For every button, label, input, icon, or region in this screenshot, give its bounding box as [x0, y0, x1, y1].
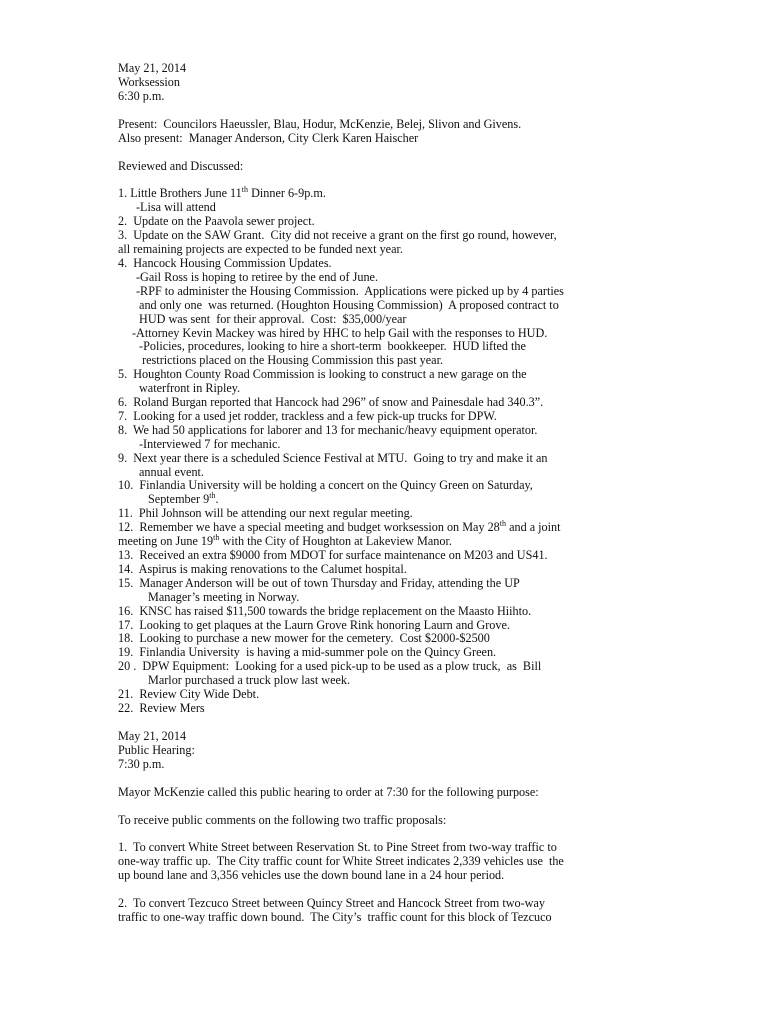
- list-item: 18. Looking to purchase a new mower for the cemetery. Cost $2000-$2500: [118, 631, 490, 646]
- list-item-continuation: waterfront in Ripley.: [139, 381, 241, 396]
- hearing-type: Public Hearing:: [118, 742, 195, 757]
- document-page: [118, 62, 678, 925]
- worksession-header: [118, 62, 678, 104]
- list-item-continuation: Marlor purchased a truck plow last week.: [148, 673, 351, 688]
- list-item-continuation: all remaining projects are expected to be funded next year.: [118, 242, 403, 257]
- traffic-proposal-1: [118, 841, 678, 883]
- paragraph-line: up bound lane and 3,356 vehicles use the down bound lane in a 24 hour period.: [118, 868, 505, 883]
- list-item: 16. KNSC has raised $11,500 towards the bridge replacement on the Maasto Hiihto.: [118, 603, 532, 618]
- meeting-time: 6:30 p.m.: [118, 88, 165, 103]
- list-item-continuation: restrictions placed on the Housing Commission this past year.: [136, 353, 444, 368]
- list-item-continuation: annual event.: [139, 464, 204, 479]
- discussion-list: [118, 187, 678, 715]
- public-hearing-header: [118, 730, 678, 772]
- paragraph-line: 1. To convert White Street between Reservation St. to Pine Street from two-way traffic to: [118, 840, 557, 855]
- paragraph-line: one-way traffic up. The City traffic count for White Street indicates 2,339 vehicles use the: [118, 854, 564, 869]
- list-item: 14. Aspirus is making renovations to the Calumet hospital.: [118, 561, 407, 576]
- hearing-date: May 21, 2014: [118, 728, 187, 743]
- list-item-continuation: Manager’s meeting in Norway.: [148, 589, 300, 604]
- also-present-line: Also present: Manager Anderson, City Clerk Karen Haischer: [118, 130, 419, 145]
- list-item: 13. Received an extra $9000 from MDOT for surface maintenance on M203 and US41.: [118, 548, 548, 562]
- attendance-block: [118, 118, 678, 146]
- list-item-continuation: meeting on June 19th with the City of Houghton at Lakeview Manor.: [118, 533, 452, 549]
- list-item-continuation: -Interviewed 7 for mechanic.: [139, 436, 281, 451]
- list-item-continuation: -Policies, procedures, looking to hire a short-term bookkeeper. HUD lifted the: [136, 339, 526, 354]
- list-item: 3. Update on the SAW Grant. City did not receive a grant on the first go round, however,: [118, 228, 557, 243]
- list-item: 12. Remember we have a special meeting and budget worksession on May 28th and a joint: [118, 519, 561, 535]
- list-item: 8. We had 50 applications for laborer and 13 for mechanic/heavy equipment operator.: [118, 422, 538, 437]
- list-item-continuation: September 9th.: [148, 491, 219, 507]
- list-item: 10. Finlandia University will be holding a concert on the Quincy Green on Saturday,: [118, 478, 533, 493]
- list-item: 19. Finlandia University is having a mid-summer pole on the Quincy Green.: [118, 645, 497, 660]
- hearing-purpose: To receive public comments on the following two traffic proposals:: [118, 812, 447, 827]
- list-item-continuation: HUD was sent for their approval. Cost: $35,000/year: [136, 311, 407, 326]
- traffic-proposal-2: [118, 897, 678, 925]
- list-item-continuation: -Attorney Kevin Mackey was hired by HHC to help Gail with the responses to HUD.: [132, 325, 548, 340]
- list-item-continuation: -RPF to administer the Housing Commission. Applications were picked up by 4 parties: [136, 283, 564, 298]
- list-item: 9. Next year there is a scheduled Science Festival at MTU. Going to try and make it an: [118, 450, 548, 465]
- list-item: 6. Roland Burgan reported that Hancock had 296” of snow and Painesdale had 340.3”.: [118, 395, 544, 410]
- paragraph-line: 2. To convert Tezcuco Street between Quincy Street and Hancock Street from two-way: [118, 896, 545, 911]
- meeting-date: May 21, 2014: [118, 61, 187, 75]
- list-item-continuation: -Gail Ross is hoping to retiree by the end of June.: [136, 269, 379, 284]
- list-item: 15. Manager Anderson will be out of town Thursday and Friday, attending the UP: [118, 575, 520, 590]
- hearing-time: 7:30 p.m.: [118, 756, 165, 771]
- list-item: 1. Little Brothers June 11th Dinner 6-9p.m.: [118, 185, 326, 201]
- hearing-call-to-order: Mayor McKenzie called this public hearing to order at 7:30 for the following purpose:: [118, 784, 539, 799]
- paragraph-line: traffic to one-way traffic down bound. The City’s traffic count for this block of Tezcuco: [118, 910, 552, 925]
- list-item: 22. Review Mers: [118, 700, 205, 715]
- present-line: Present: Councilors Haeussler, Blau, Hodur, McKenzie, Belej, Slivon and Givens.: [118, 116, 522, 131]
- list-item: 11. Phil Johnson will be attending our next regular meeting.: [118, 506, 413, 521]
- list-item: 7. Looking for a used jet rodder, trackless and a few pick-up trucks for DPW.: [118, 408, 497, 423]
- list-item: 21. Review City Wide Debt.: [118, 687, 260, 702]
- list-item: 20 . DPW Equipment: Looking for a used pick-up to be used as a plow truck, as Bill: [118, 659, 542, 674]
- meeting-type: Worksession: [118, 74, 180, 89]
- list-item-continuation: -Lisa will attend: [136, 200, 216, 215]
- list-item: 2. Update on the Paavola sewer project.: [118, 214, 315, 229]
- list-item: 5. Houghton County Road Commission is looking to construct a new garage on the: [118, 367, 527, 382]
- list-item: 4. Hancock Housing Commission Updates.: [118, 255, 332, 270]
- list-item: 17. Looking to get plaques at the Laurn Grove Rink honoring Laurn and Grove.: [118, 617, 510, 632]
- reviewed-heading: Reviewed and Discussed:: [118, 158, 244, 173]
- list-item-continuation: and only one was returned. (Houghton Housing Commission) A proposed contract to: [136, 297, 559, 312]
